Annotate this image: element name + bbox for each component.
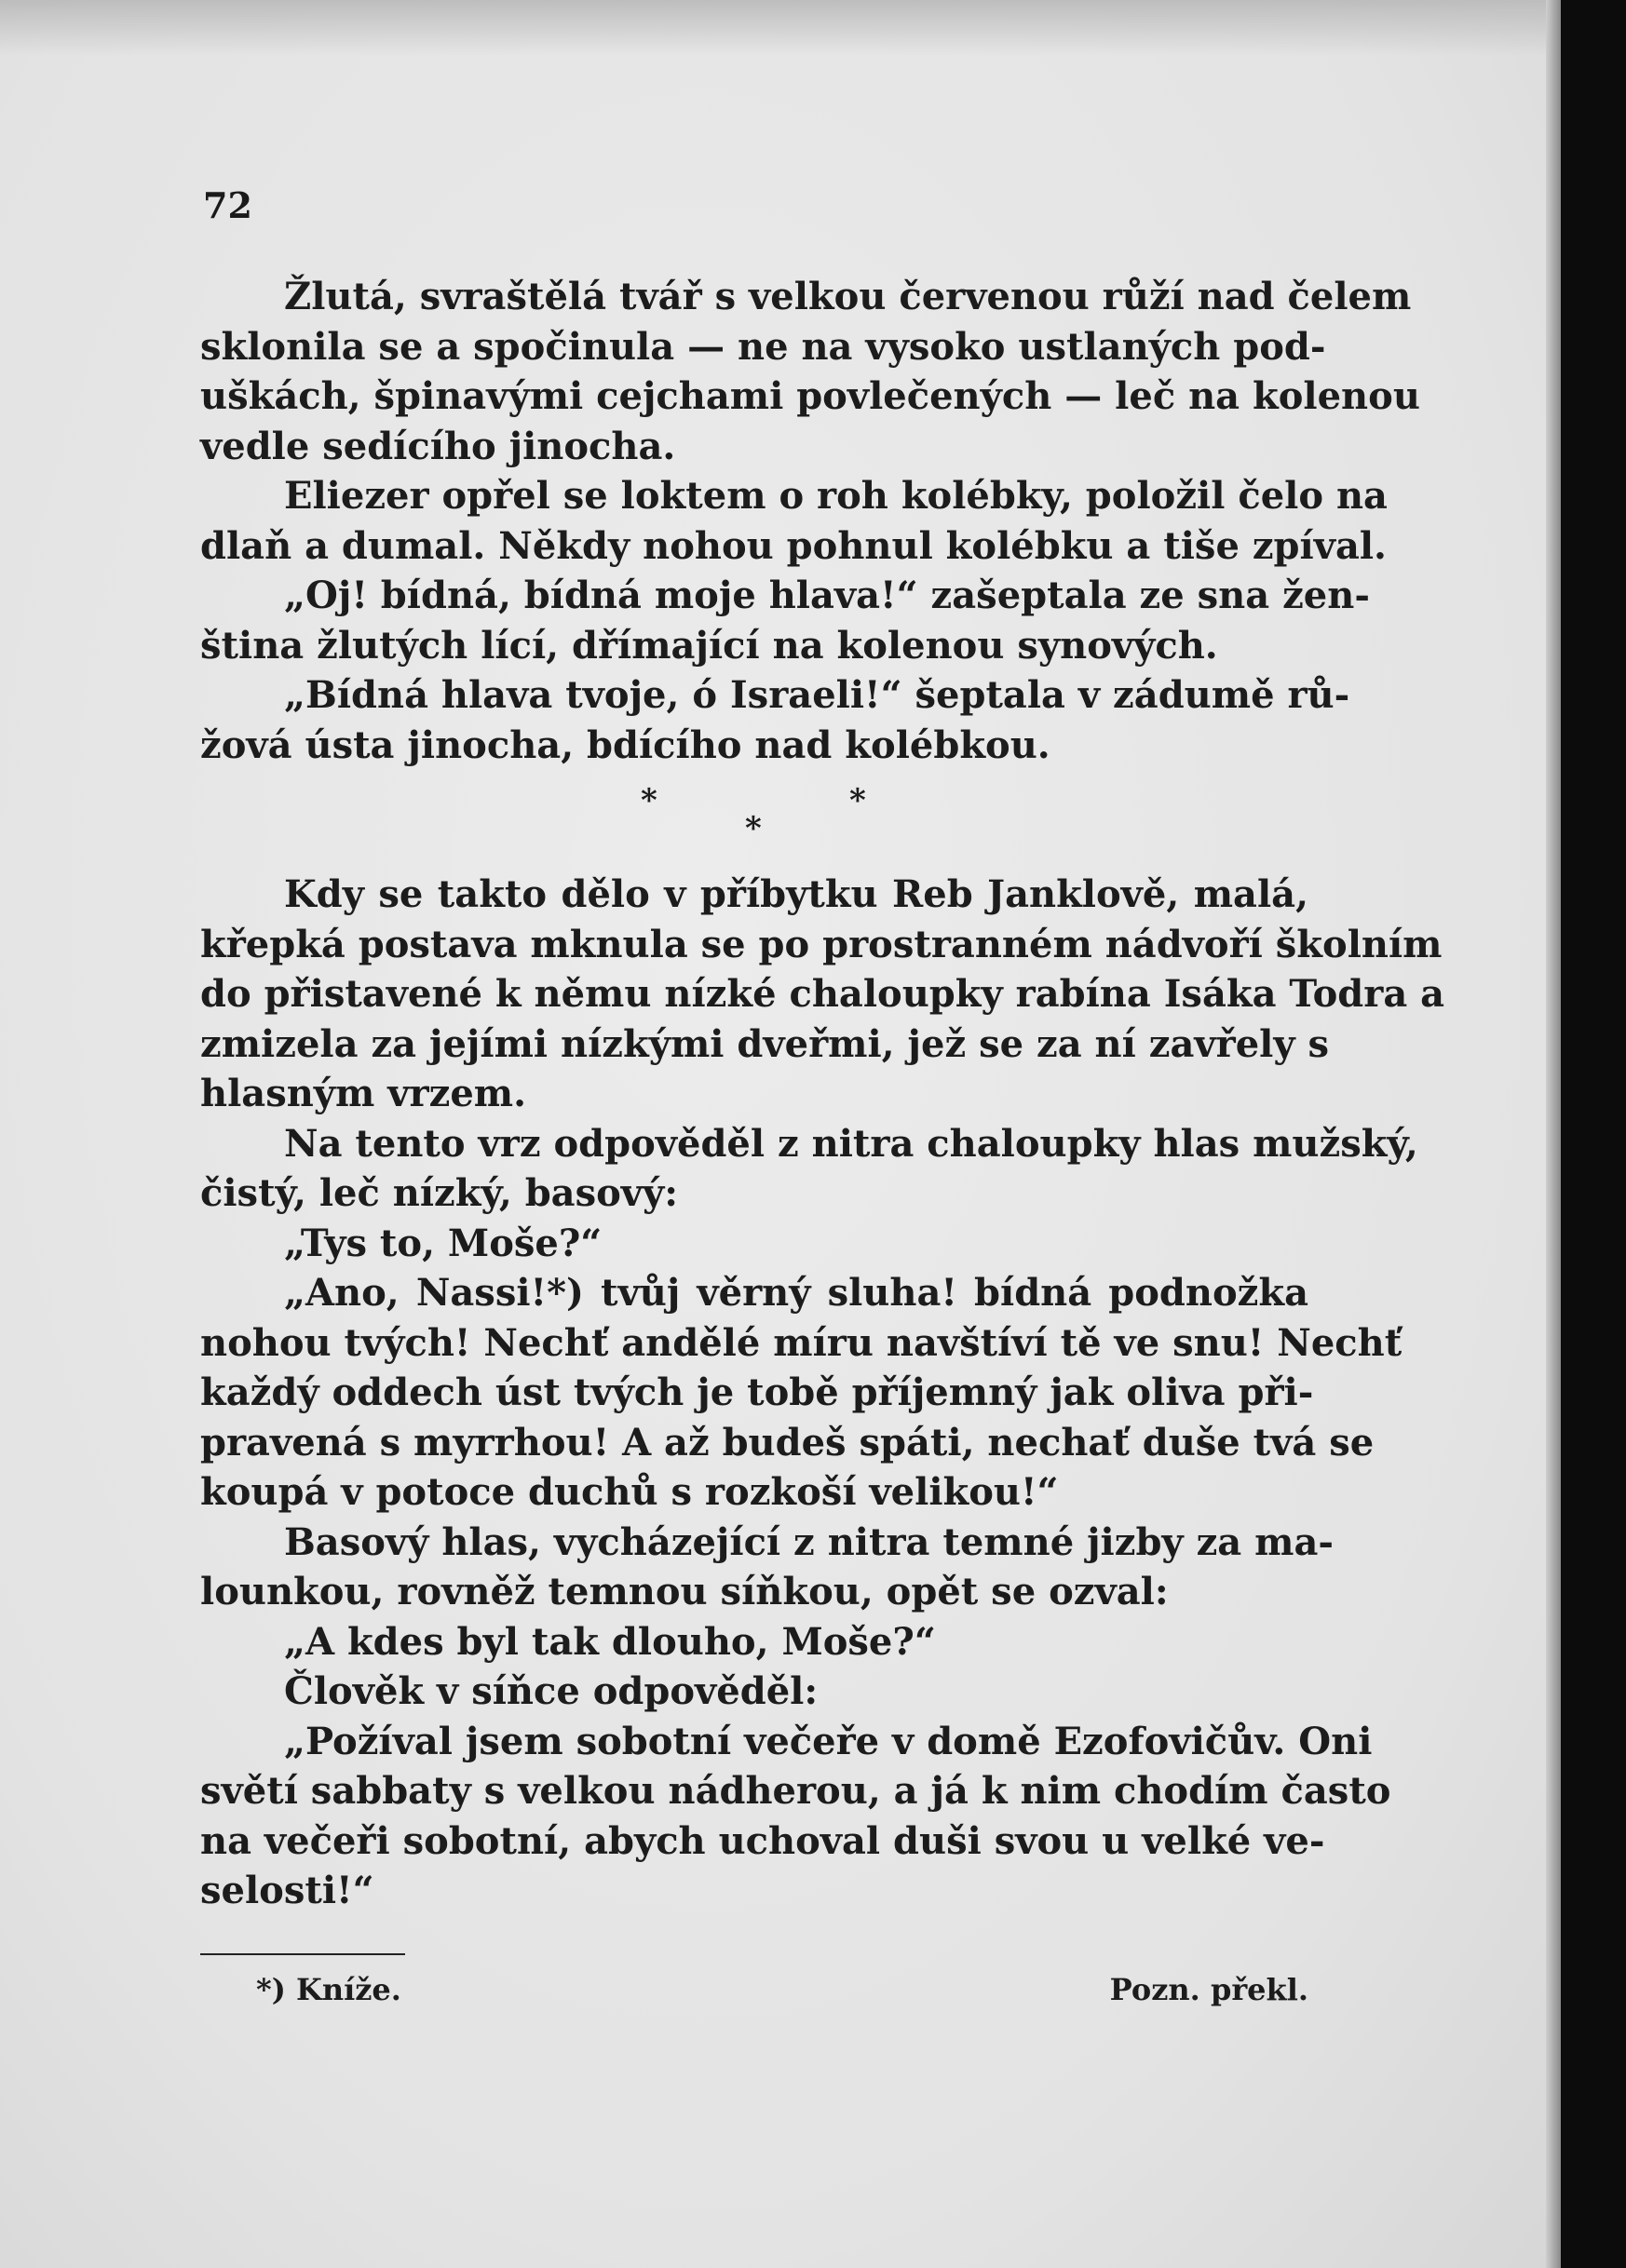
text-line: „Oj! bídná, bídná moje hlava!“ zašeptala ze sna žen- — [284, 574, 1370, 617]
text-line: křepká postava mknula se po prostranném nádvoří školním — [200, 922, 1443, 966]
text-line: ština žlutých lící, dřímající na kolenou synových. — [200, 623, 1218, 668]
book-spine-edge — [1546, 0, 1561, 2268]
section-break-asterisk: * — [745, 810, 762, 847]
text-line: čistý, leč nízký, basový: — [200, 1171, 679, 1215]
text-line: žová ústa jinocha, bdícího nad kolébkou. — [200, 722, 1050, 767]
text-line: Basový hlas, vycházející z nitra temné jizby za ma- — [284, 1519, 1334, 1564]
section-break-asterisk: * — [849, 782, 866, 819]
text-line: uškách, špinavými cejchami povlečených — leč na kolenou — [200, 374, 1420, 418]
text-line: nohou tvých! Nechť andělé míru navštíví tě ve snu! Nechť — [200, 1320, 1402, 1365]
text-line: lounkou, rovněž temnou síňkou, opět se ozval: — [200, 1570, 1169, 1613]
text-line: „Ano, Nassi!*) tvůj věrný sluha! bídná podnožka — [284, 1271, 1308, 1315]
text-line: Na tento vrz odpověděl z nitra chaloupky hlas mužský, — [284, 1121, 1418, 1166]
body-text — [200, 272, 1445, 1916]
text-line: pravená s myrrhou! A až budeš spáti, nechať duše tvá se — [200, 1420, 1375, 1465]
text-line: „Bídná hlava tvoje, ó Israeli!“ šeptala v zádumě rů- — [284, 673, 1350, 717]
text-line: hlasným vrzem. — [200, 1072, 527, 1115]
text-line: Eliezer opřel se loktem o roh kolébky, položil čelo na — [284, 474, 1388, 518]
text-line: na večeři sobotní, abych uchoval duši svou u velké ve- — [200, 1818, 1325, 1863]
text-line: sklonila se a spočinula — ne na vysoko ustlaných pod- — [200, 324, 1326, 369]
text-line: „A kdes byl tak dlouho, Moše?“ — [284, 1619, 936, 1664]
text-line: „Požíval jsem sobotní večeře v domě Ezofovičův. Oni — [284, 1719, 1373, 1763]
footnote-attribution: Pozn. překl. — [1109, 1971, 1308, 2007]
footnote-rule — [200, 1953, 405, 1955]
text-line: Žlutá, svraštělá tvář s velkou červenou růží nad čelem — [284, 275, 1412, 318]
footnote — [200, 1972, 1308, 2018]
text-line: zmizela za jejími nízkými dveřmi, jež se za ní zavřely s — [200, 1021, 1330, 1066]
text-line: Člověk v síňce odpověděl: — [284, 1669, 819, 1713]
text-line: selosti!“ — [200, 1869, 374, 1912]
text-line: světí sabbaty s velkou nádherou, a já k nim chodím často — [200, 1769, 1391, 1813]
text-line: do přistavené k němu nízké chaloupky rabína Isáka Todra a — [200, 972, 1445, 1016]
footnote-text: *) Kníže. — [256, 1971, 401, 2007]
text-line: Kdy se takto dělo v příbytku Reb Janklově, malá, — [284, 872, 1308, 916]
text-line: vedle sedícího jinocha. — [200, 424, 676, 468]
page-number: 72 — [203, 184, 252, 226]
section-break — [633, 782, 894, 847]
text-line: „Tys to, Moše?“ — [284, 1221, 603, 1265]
text-line: každý oddech úst tvých je tobě příjemný jak oliva při- — [200, 1370, 1314, 1414]
section-break-asterisk: * — [641, 782, 657, 819]
text-line: dlaň a dumal. Někdy nohou pohnul kolébku a tiše zpíval. — [200, 523, 1387, 568]
text-line: koupá v potoce duchů s rozkoší velikou!“ — [200, 1470, 1059, 1514]
